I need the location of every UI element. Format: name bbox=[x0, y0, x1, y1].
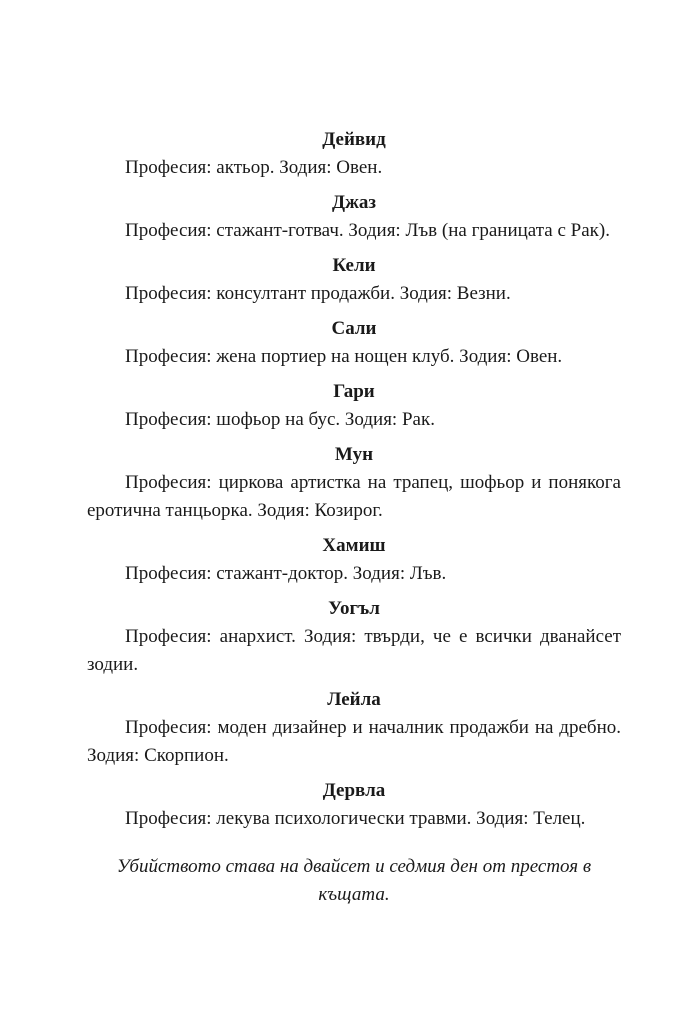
character-name: Гари bbox=[333, 381, 375, 402]
character-description: Професия: лекува психологически травми. Зодия: Телец. bbox=[125, 808, 586, 829]
character-description: Професия: анархист. Зодия: твърди, че е всички дванайсет зодии. bbox=[87, 626, 621, 675]
character-entry bbox=[87, 252, 621, 308]
character-entry bbox=[87, 777, 621, 833]
character-entry bbox=[87, 189, 621, 245]
character-name: Дейвид bbox=[322, 129, 386, 150]
character-name: Мун bbox=[334, 444, 374, 465]
character-name: Лейла bbox=[327, 689, 381, 710]
character-description: Професия: актьор. Зодия: Овен. bbox=[125, 157, 383, 178]
character-description: Професия: шофьор на бус. Зодия: Рак. bbox=[125, 409, 435, 430]
character-name: Сали bbox=[331, 318, 377, 339]
character-entry bbox=[87, 378, 621, 434]
character-description: Професия: стажант-готвач. Зодия: Лъв (на границата с Рак). bbox=[125, 220, 610, 241]
character-description: Професия: консултант продажби. Зодия: Везни. bbox=[125, 283, 511, 304]
character-name: Уогъл bbox=[328, 598, 380, 619]
character-list bbox=[87, 126, 621, 909]
character-entry bbox=[87, 595, 621, 679]
character-description: Професия: жена портиер на нощен клуб. Зодия: Овен. bbox=[125, 346, 563, 367]
character-entry bbox=[87, 686, 621, 770]
character-name: Джаз bbox=[332, 192, 376, 213]
character-entry bbox=[87, 441, 621, 525]
closing-note: Убийството става на двайсет и седмия ден от престоя в къщата. bbox=[116, 856, 592, 905]
character-name: Хамиш bbox=[322, 535, 386, 556]
character-description: Професия: моден дизайнер и началник продажби на дребно. Зодия: Скорпион. bbox=[87, 717, 621, 766]
character-description: Професия: циркова артистка на трапец, шофьор и понякога еротична танцьорка. Зодия: Козирог. bbox=[87, 472, 621, 521]
character-name: Дервла bbox=[322, 780, 386, 801]
character-entry bbox=[87, 532, 621, 588]
character-entry bbox=[87, 315, 621, 371]
character-entry bbox=[87, 126, 621, 182]
character-description: Професия: стажант-доктор. Зодия: Лъв. bbox=[125, 563, 447, 584]
character-name: Кели bbox=[332, 255, 376, 276]
